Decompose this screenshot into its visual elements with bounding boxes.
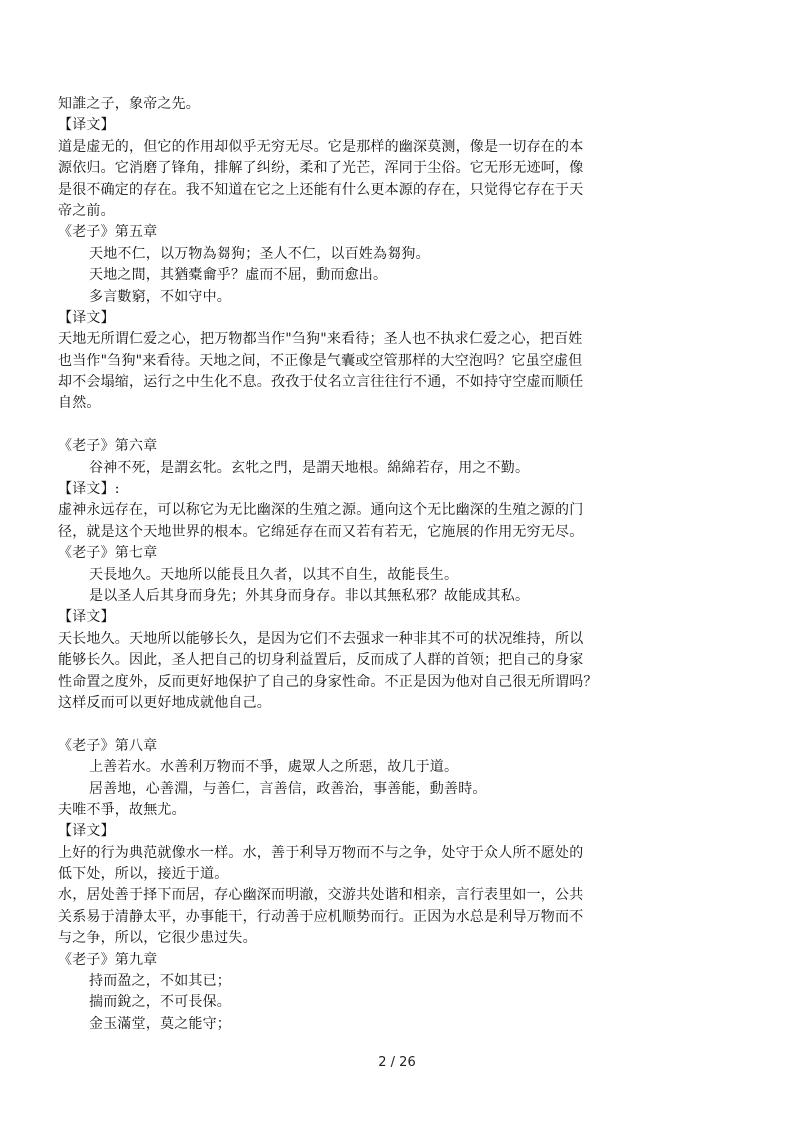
translation-line: 是很不确定的存在。我不知道在它之上还能有什么更本源的存在，只觉得它存在于天 xyxy=(58,181,584,198)
section-heading: 【译文】 xyxy=(58,609,115,626)
classic-text-line: 是以圣人后其身而身先；外其身而身存。非以其無私邪？故能成其私。 xyxy=(89,587,530,604)
translation-line: 水，居处善于择下而居，存心幽深而明澈，交游共处谐和相亲，言行表里如一，公共 xyxy=(58,887,584,904)
translation-line: 与之争，所以，它很少患过失。 xyxy=(58,930,257,947)
blank-line xyxy=(58,714,658,735)
section-heading: 《老子》第六章 xyxy=(58,438,158,455)
page-number: 2 / 26 xyxy=(378,1055,416,1070)
classic-text-line: 金玉滿堂，莫之能守； xyxy=(89,1015,231,1032)
translation-line: 上好的行为典范就像水一样。水，善于利导万物而不与之争，处守于众人所不愿处的 xyxy=(58,844,584,861)
translation-line: 自然。 xyxy=(58,395,101,412)
section-heading: 【译文】 xyxy=(58,823,115,840)
translation-line: 帝之前。 xyxy=(58,202,115,219)
classic-text-line: 揣而銳之，不可長保。 xyxy=(89,994,231,1011)
section-heading: 《老子》第九章 xyxy=(58,951,158,968)
translation-line: 夫唯不爭，故無尤。 xyxy=(58,801,186,818)
translation-line: 天地无所谓仁爱之心，把万物都当作"刍狗"来看待；圣人也不执求仁爱之心，把百姓 xyxy=(58,331,583,348)
translation-line: 性命置之度外，反而更好地保护了自己的身家性命。不正是因为他对自己很无所谓吗？ xyxy=(58,673,598,690)
section-heading: 【译文】 xyxy=(58,117,115,134)
translation-line: 源依归。它消磨了锋角，排解了纠纷，柔和了光芒，浑同于尘俗。它无形无迹呵，像 xyxy=(58,160,584,177)
translation-line: 径，就是这个天地世界的根本。它绵延存在而又若有若无，它施展的作用无穷无尽。 xyxy=(58,523,584,540)
section-heading: 【译文】 xyxy=(58,309,115,326)
translation-line: 也当作"刍狗"来看待。天地之间，不正像是气囊或空管那样的大空泡吗？它虽空虚但 xyxy=(58,352,583,369)
document-body xyxy=(58,94,658,1035)
translation-line: 能够长久。因此，圣人把自己的切身利益置后，反而成了人群的首领；把自己的身家 xyxy=(58,652,584,669)
translation-line: 低下处，所以，接近于道。 xyxy=(58,866,229,883)
translation-line: 这样反而可以更好地成就他自己。 xyxy=(58,694,271,711)
classic-text-line: 谷神不死，是謂玄牝。玄牝之門，是謂天地根。綿綿若存，用之不勤。 xyxy=(89,459,530,476)
classic-text-line: 天地之間，其猶橐龠乎？虛而不屈，動而愈出。 xyxy=(89,267,388,284)
blank-line xyxy=(58,415,658,436)
section-heading: 《老子》第五章 xyxy=(58,224,158,241)
translation-line: 道是虚无的，但它的作用却似乎无穷无尽。它是那样的幽深莫测，像是一切存在的本 xyxy=(58,138,584,155)
classic-text-line: 上善若水。水善利万物而不爭，處眾人之所惡，故几于道。 xyxy=(89,759,459,776)
translation-line: 虚神永远存在，可以称它为无比幽深的生殖之源。通向这个无比幽深的生殖之源的门 xyxy=(58,502,584,519)
classic-text-line: 持而盈之，不如其已； xyxy=(89,973,231,990)
translation-line: 天长地久。天地所以能够长久，是因为它们不去强求一种非其不可的状况维持，所以 xyxy=(58,630,584,647)
section-heading: 《老子》第八章 xyxy=(58,737,158,754)
section-heading: 【译文】: xyxy=(58,481,120,498)
section-heading: 《老子》第七章 xyxy=(58,545,158,562)
classic-text-line: 天長地久。天地所以能長且久者，以其不自生，故能長生。 xyxy=(89,566,459,583)
classic-text-line: 居善地，心善淵，与善仁，言善信，政善治，事善能，動善時。 xyxy=(89,780,487,797)
translation-line: 关系易于清静太平，办事能干，行动善于应机顺势而行。正因为水总是利导万物而不 xyxy=(58,908,584,925)
classic-text-line: 天地不仁，以万物為芻狗；圣人不仁，以百姓為芻狗。 xyxy=(89,245,430,262)
translation-line: 知誰之子，象帝之先。 xyxy=(58,96,200,112)
classic-text-line: 多言數窮，不如守中。 xyxy=(89,288,231,305)
translation-line: 却不会塌缩，运行之中生化不息。孜孜于仗名立言往往行不通，不如持守空虚而顺任 xyxy=(58,374,584,391)
